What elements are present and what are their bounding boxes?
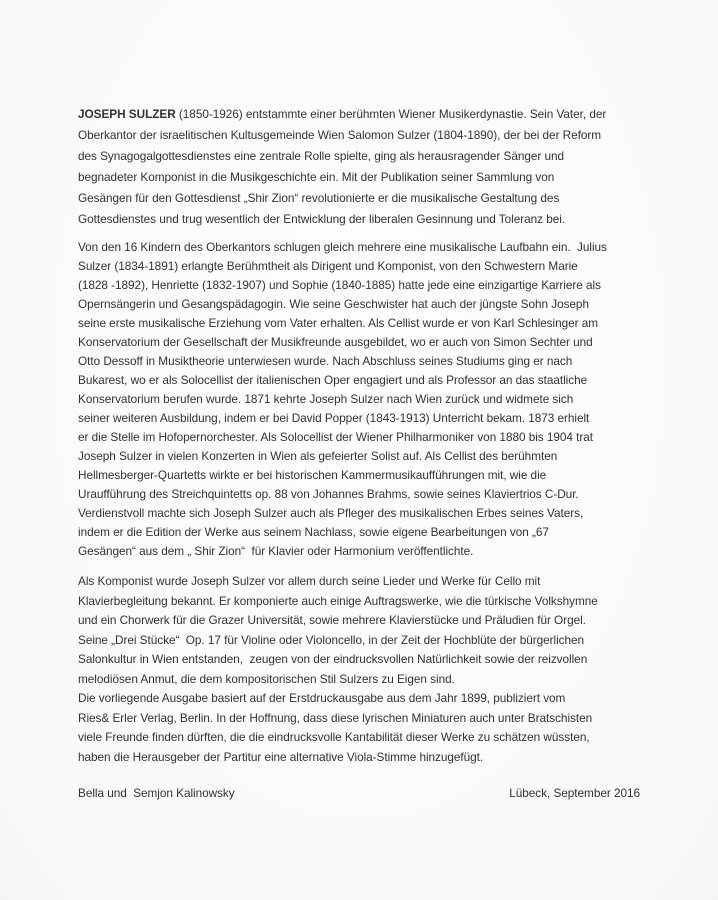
text-line: seiner weiteren Ausbildung, indem er bei David Popper (1843-1913) Unterricht bekam. 1873 erhielt [78,411,590,425]
text-line: Ries& Erler Verlag, Berlin. In der Hoffnung, dass diese lyrischen Miniaturen auch unter Bratschisten [78,710,593,725]
text-line: Hellmesberger-Quartetts wirkte er bei historischen Kammermusikaufführungen mit, wie die [78,468,547,482]
text-line: Gesängen für den Gottesdienst „Shir Zion“ revolutionierte er die musikalische Gestaltung des [78,191,560,205]
works-paragraph [78,572,653,767]
text-line: Bukarest, wo er als Solocellist der italienischen Oper engagiert und als Professor an das staatliche [78,373,588,387]
text-line: indem er die Edition der Werke aus seinem Nachlass, sowie eigene Bearbeitungen von „67 [78,525,549,539]
text-line: Gesängen“ aus dem „ Shir Zion“ für Klavier oder Harmonium veröffentlichte. [78,544,474,558]
text-line: haben die Herausgeber der Partitur eine alternative Viola-Stimme hinzugefügt. [78,749,484,764]
text-line: Konservatorium der Gesellschaft der Musikfreunde ausgebildet, wo er auch von Simon Sechter und [78,335,593,349]
text-line: Gottesdienstes und trug wesentlich der Entwicklung der liberalen Gesinnung und Toleranz bei. [78,212,566,226]
text-line: Opernsängerin und Gesangspädagogin. Wie seine Geschwister hat auch der jüngste Sohn Joseph [78,297,589,311]
footer-authors: Bella und Semjon Kalinowsky [78,786,235,800]
text-line: viele Freunde finden dürften, die die eindrucksvolle Kantabilität dieser Werke zu schätzen wüssten, [78,730,590,744]
text-line [78,104,653,125]
text-line: (1828 -1892), Henriette (1832-1907) und Sophie (1840-1885) hatte jede eine einzigartige Karriere als [78,278,601,292]
text-line: seine erste musikalische Erziehung vom Vater erhalten. Als Cellist wurde er von Karl Schlesinger am [78,316,599,330]
text-line: und ein Chorwerk für die Grazer Universität, sowie mehrere Klavierstücke und Präludien für Orgel. [78,613,586,627]
text-line: Sulzer (1834-1891) erlangte Berühmtheit als Dirigent und Komponist, von den Schwestern Marie [78,259,578,273]
text-line: Verdienstvoll machte sich Joseph Sulzer auch als Pfleger des musikalischen Erbes seines Vaters, [78,506,584,520]
person-name-bold: JOSEPH SULZER [78,107,176,121]
text-line: begnadeter Komponist in die Musikgeschichte ein. Mit der Publikation seiner Sammlung von [78,170,555,184]
text-line: Als Komponist wurde Joseph Sulzer vor allem durch seine Lieder und Werke für Cello mit [78,574,541,588]
text-line: Salonkultur in Wien entstanden, zeugen von der eindrucksvollen Natürlichkeit sowie der reizvollen [78,652,588,666]
intro-paragraph [78,104,653,230]
page-footer [78,786,640,800]
text-line: des Synagogalgottesdienstes eine zentrale Rolle spielte, ging als herausragender Sänger und [78,149,565,163]
text-line: Klavierbegleitung bekannt. Er komponierte auch einige Auftragswerke, wie die türkische Volkshymne [78,593,598,608]
text-line: melodiösen Anmut, die dem kompositorischen Stil Sulzers zu Eigen sind. [78,671,455,686]
text-line: Joseph Sulzer in vielen Konzerten in Wien als gefeierter Solist auf. Als Cellist des berühmten [78,449,558,463]
text-line: er die Stelle im Hofopernorchester. Als Solocellist der Wiener Philharmoniker von 1880 bis 1904 trat [78,430,593,444]
text-line: Otto Dessoff in Musiktheorie unterwiesen wurde. Nach Abschluss seines Studiums ging er nach [78,354,573,368]
biography-paragraph [78,238,653,561]
text-line: Seine „Drei Stücke“ Op. 17 für Violine oder Violoncello, in der Zeit der Hochblüte der bürgerlichen [78,632,585,647]
text-line: Konservatorium berufen wurde. 1871 kehrte Joseph Sulzer nach Wien zurück und widmete sich [78,392,574,406]
text-line: Oberkantor der israelitischen Kultusgemeinde Wien Salomon Sulzer (1804-1890), der bei der Reform [78,128,602,142]
intro-line-rest: (1850-1926) entstammte einer berühmten Wiener Musikerdynastie. Sein Vater, der [175,107,607,121]
text-line: Uraufführung des Streichquintetts op. 88 von Johannes Brahms, sowie seines Klaviertrios C-Dur. [78,487,579,501]
text-line: Von den 16 Kindern des Oberkantors schlugen gleich mehrere eine musikalische Laufbahn ein. Julius [78,240,607,254]
footer-place-date: Lübeck, September 2016 [509,786,640,800]
text-line: Die vorliegende Ausgabe basiert auf der Erstdruckausgabe aus dem Jahr 1899, publiziert vom [78,691,566,705]
